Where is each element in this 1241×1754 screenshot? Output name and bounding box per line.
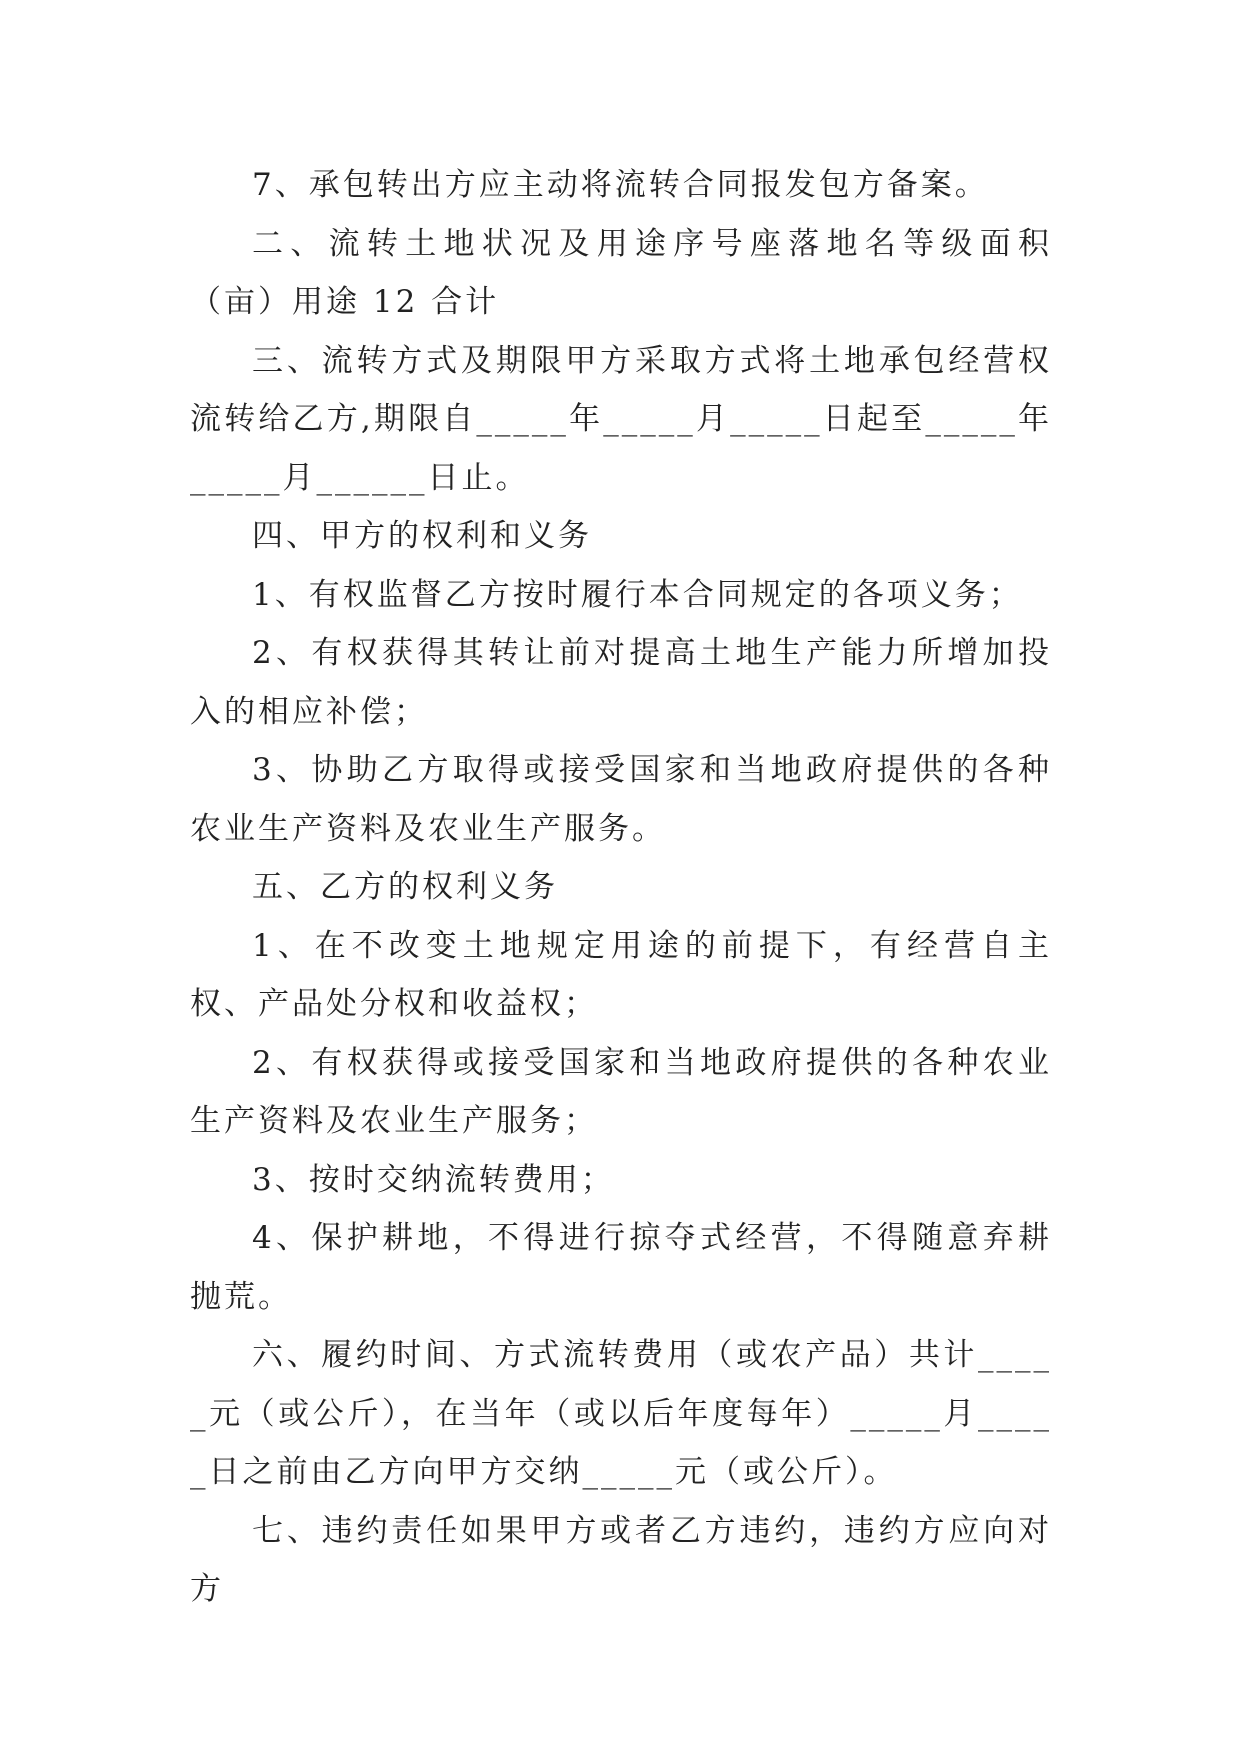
paragraph-section-3-term: 三、流转方式及期限甲方采取方式将土地承包经营权流转给乙方,期限自_____年_____月_____日起至_____年_____月______日止。 [190,342,1052,496]
paragraph-section-7-liability: 七、违约责任如果甲方或者乙方违约，违约方应向对方 [190,1512,1052,1607]
paragraph-party-a-item-1: 1、有权监督乙方按时履行本合同规定的各项义务； [252,576,1023,613]
paragraph-party-a-item-3: 3、协助乙方取得或接受国家和当地政府提供的各种农业生产资料及农业生产服务。 [190,752,1052,847]
paragraph-section-6-payment: 六、履约时间、方式流转费用（或农产品）共计_____元（或公斤），在当年（或以后年度每年）_____月_____日之前由乙方向甲方交纳_____元（或公斤）。 [190,1337,1052,1490]
document-body [190,156,1052,1619]
paragraph-clause-7: 7、承包转出方应主动将流转合同报发包方备案。 [252,167,989,203]
paragraph-section-2-land-status: 二、流转土地状况及用途序号座落地名等级面积（亩）用途 12 合计 [190,225,1052,320]
heading-section-4-party-a-rights: 四、甲方的权利和义务 [252,518,592,554]
paragraph-party-b-item-1: 1、在不改变土地规定用途的前提下，有经营自主权、产品处分权和收益权； [190,927,1052,1022]
heading-section-5-party-b-rights: 五、乙方的权利义务 [252,869,558,905]
paragraph-party-a-item-2: 2、有权获得其转让前对提高土地生产能力所增加投入的相应补偿； [190,635,1052,730]
paragraph-party-b-item-4: 4、保护耕地，不得进行掠夺式经营，不得随意弃耕抛荒。 [190,1220,1052,1315]
paragraph-party-b-item-2: 2、有权获得或接受国家和当地政府提供的各种农业生产资料及农业生产服务； [190,1044,1052,1139]
paragraph-party-b-item-3: 3、按时交纳流转费用； [252,1161,615,1198]
